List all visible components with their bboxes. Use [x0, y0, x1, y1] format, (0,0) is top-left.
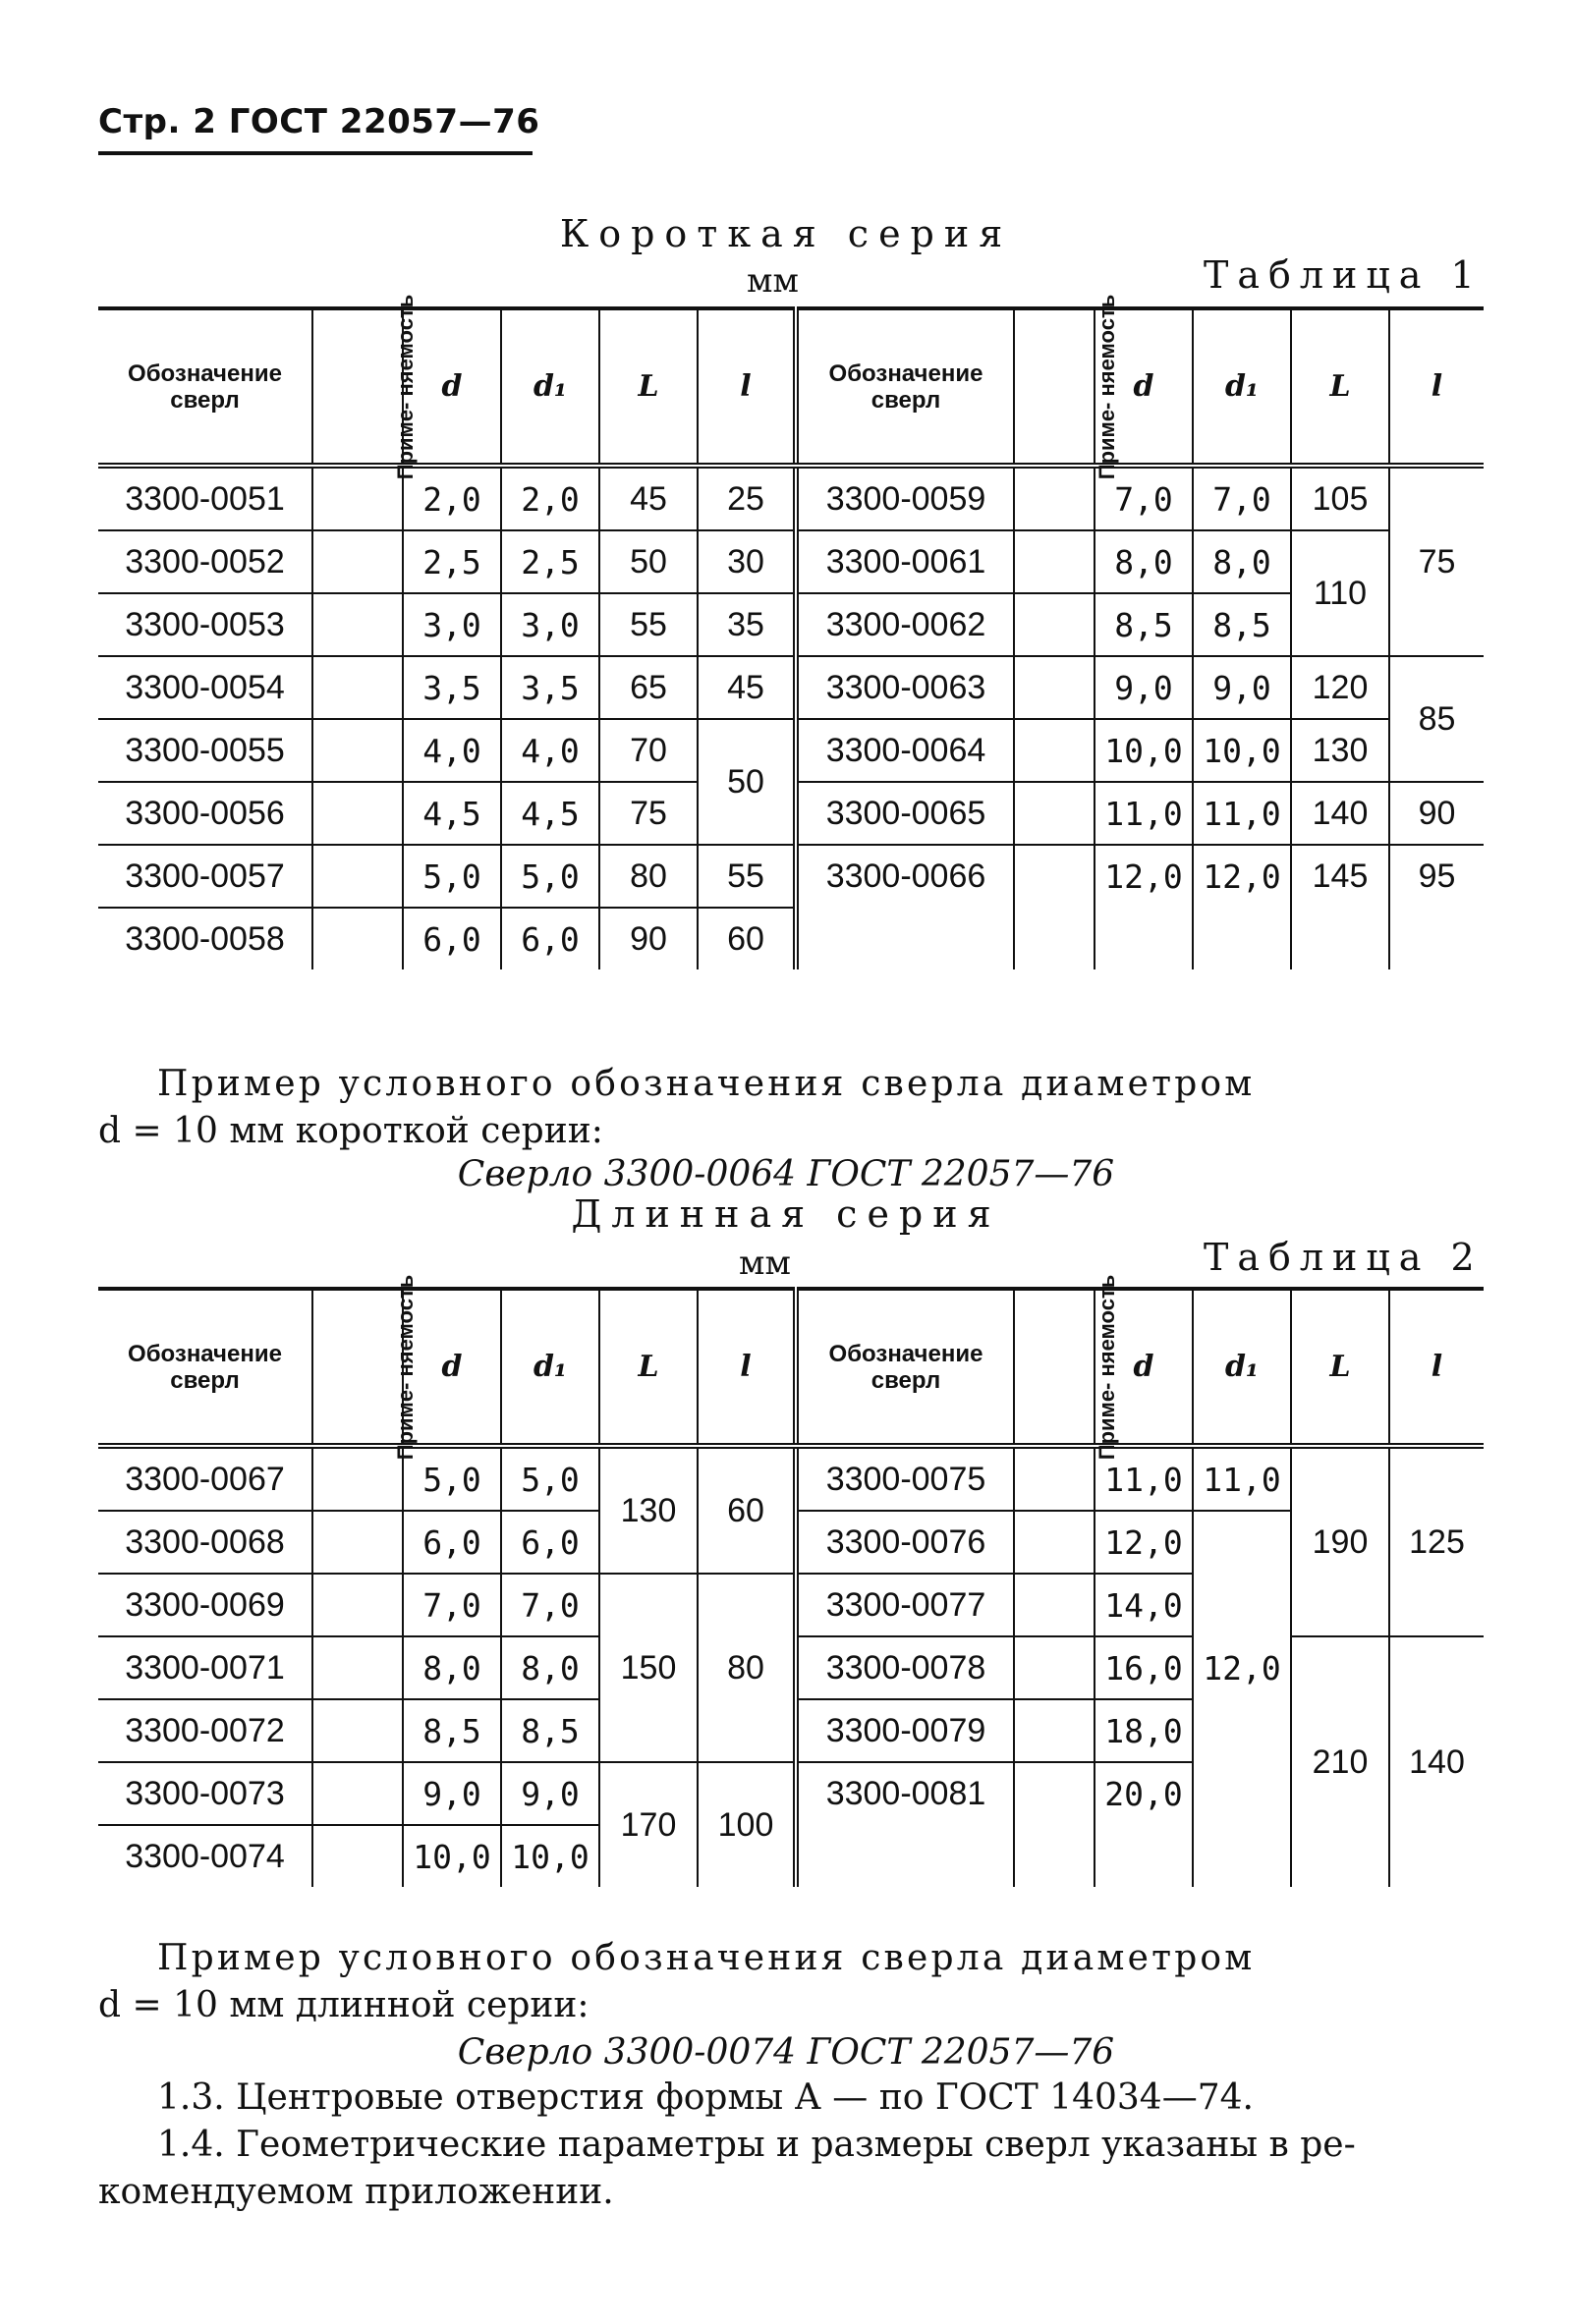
cell-d: 8,5: [1095, 593, 1193, 656]
header-L-right: L: [1291, 308, 1389, 466]
table1: [98, 294, 1484, 969]
cell-l: 50: [698, 719, 796, 845]
cell-d: 8,0: [1095, 530, 1193, 593]
header-d1-right: d₁: [1193, 308, 1291, 466]
cell-code: 3300-0069: [98, 1574, 312, 1636]
cell-empty: [796, 1825, 1014, 1887]
cell-applicability: [312, 1574, 403, 1636]
header-d1-right: d₁: [1193, 1289, 1291, 1446]
cell-l: 75: [1389, 466, 1484, 656]
cell-applicability: [312, 1699, 403, 1762]
cell-L: 120: [1291, 656, 1389, 719]
cell-code: 3300-0075: [796, 1446, 1014, 1511]
cell-code: 3300-0074: [125, 1837, 285, 1875]
cell-code: 3300-0052: [98, 530, 312, 593]
cell-applicability: [1014, 1762, 1095, 1825]
cell-d1: 7,0: [501, 1574, 599, 1636]
cell-L: 210: [1291, 1636, 1389, 1887]
cell-d: 6,0: [403, 1511, 501, 1574]
cell-code: 3300-0056: [98, 782, 312, 845]
cell-applicability: [1014, 782, 1095, 845]
table1-label: Таблица 1: [1204, 253, 1484, 297]
table-row: [98, 530, 1484, 593]
cell-d: 10,0: [1095, 719, 1193, 782]
cell-code: 3300-0078: [796, 1636, 1014, 1699]
cell-code: 3300-0077: [796, 1574, 1014, 1636]
cell-d: 9,0: [403, 1762, 501, 1825]
cell-code: 3300-0055: [98, 719, 312, 782]
cell-d1: 7,0: [1193, 466, 1291, 530]
cell-L: 130: [599, 1446, 698, 1574]
cell-d: 12,0: [1095, 845, 1193, 908]
header-d1: d₁: [501, 308, 599, 466]
cell-applicability: [312, 1762, 403, 1825]
header-rule: [98, 151, 533, 155]
cell-d: 4,0: [403, 719, 501, 782]
cell-applicability: [1014, 719, 1095, 782]
cell-empty: [1291, 908, 1389, 969]
cell-empty: [1193, 1825, 1291, 1887]
cell-l: 95: [1389, 845, 1484, 908]
cell-d: 12,0: [1095, 1511, 1193, 1574]
cell-d: 5,0: [403, 1446, 501, 1511]
cell-l: 80: [698, 1574, 796, 1762]
example2-line1: Пример условного обозначения сверла диаметром: [157, 1938, 1256, 1978]
header-designation: Обозначение сверл: [98, 1289, 312, 1446]
table-row: [98, 656, 1484, 719]
cell-L: 190: [1291, 1446, 1389, 1636]
cell-L: 170: [599, 1762, 698, 1887]
cell-empty: [1095, 1825, 1193, 1887]
cell-code: 3300-0061: [796, 530, 1014, 593]
cell-code: 3300-0072: [98, 1699, 312, 1762]
cell-d1: 3,5: [501, 656, 599, 719]
cell-applicability: [1014, 1511, 1095, 1574]
page-header: Стр. 2 ГОСТ 22057—76: [98, 102, 540, 141]
cell-l: 25: [698, 466, 796, 530]
cell-d1: 6,0: [501, 908, 599, 969]
cell-applicability: [312, 782, 403, 845]
cell-applicability: [312, 1825, 403, 1887]
cell-code: 3300-0067: [98, 1446, 312, 1511]
cell-d1: 8,0: [1193, 530, 1291, 593]
clause-1-3: 1.3. Центровые отверстия формы А — по ГОСТ 14034—74.: [157, 2077, 1254, 2118]
clause-1-4-line1: 1.4. Геометрические параметры и размеры сверл указаны в ре-: [157, 2125, 1356, 2165]
example2-designation: Сверло 3300-0074 ГОСТ 22057—76: [457, 2032, 1115, 2073]
cell-empty: [1389, 908, 1484, 969]
cell-d1: 10,0: [501, 1825, 599, 1887]
cell-applicability: [1014, 1636, 1095, 1699]
cell-d: 11,0: [1095, 782, 1193, 845]
cell-applicability: [312, 719, 403, 782]
cell-d1: 8,0: [501, 1636, 599, 1699]
cell-code: 3300-0054: [98, 656, 312, 719]
cell-code: 3300-0063: [796, 656, 1014, 719]
cell-empty: [1014, 1825, 1095, 1887]
cell-d: 10,0: [403, 1825, 501, 1887]
cell-d1: 4,5: [501, 782, 599, 845]
cell-d1: 5,0: [501, 845, 599, 908]
cell-l: 60: [698, 908, 796, 969]
example1-line2: d = 10 мм короткой серии:: [98, 1111, 603, 1151]
table-row: [98, 466, 1484, 530]
cell-d: 2,0: [403, 466, 501, 530]
cell-L: 145: [1291, 845, 1389, 908]
cell-empty: [1014, 908, 1095, 969]
cell-d1: 8,5: [1193, 593, 1291, 656]
example1-line1: Пример условного обозначения сверла диаметром: [157, 1064, 1256, 1104]
table-row: [98, 908, 1484, 969]
cell-d: 6,0: [403, 908, 501, 969]
header-l: l: [698, 1289, 796, 1446]
cell-code: 3300-0066: [796, 845, 1014, 908]
cell-L: 45: [599, 466, 698, 530]
header-applicability-right: Приме- няемость: [1014, 308, 1095, 466]
table-row: [98, 719, 1484, 782]
cell-L: 75: [599, 782, 698, 845]
cell-applicability: [312, 1446, 403, 1511]
cell-applicability: [312, 656, 403, 719]
header-d1: d₁: [501, 1289, 599, 1446]
cell-applicability: [312, 845, 403, 908]
header-designation: Обозначение сверл: [98, 308, 312, 466]
header-d-right: d: [1095, 1289, 1193, 1446]
table2-header-row: [98, 1289, 1484, 1446]
cell-d: 11,0: [1095, 1446, 1193, 1511]
cell-L: 80: [599, 845, 698, 908]
cell-d1: 3,0: [501, 593, 599, 656]
cell-L: 130: [1291, 719, 1389, 782]
cell-applicability: [1014, 845, 1095, 908]
header-applicability: Приме- няемость: [312, 1289, 403, 1446]
cell-code: 3300-0073: [98, 1762, 312, 1825]
cell-empty: [796, 908, 1014, 969]
cell-code: 3300-0068: [98, 1511, 312, 1574]
cell-l: 90: [1389, 782, 1484, 845]
cell-L: 110: [1291, 530, 1389, 656]
header-d: d: [403, 308, 501, 466]
cell-L: 140: [1291, 782, 1389, 845]
cell-l: 60: [698, 1446, 796, 1574]
cell-l: 55: [698, 845, 796, 908]
cell-d1: 4,0: [501, 719, 599, 782]
cell-l: 125: [1389, 1446, 1484, 1636]
cell-l: 30: [698, 530, 796, 593]
cell-d: 4,5: [403, 782, 501, 845]
cell-d1: 11,0: [1193, 782, 1291, 845]
cell-code: 3300-0053: [98, 593, 312, 656]
cell-applicability: [312, 466, 403, 530]
cell-l: 45: [698, 656, 796, 719]
cell-d1: 9,0: [1193, 656, 1291, 719]
table-row: [98, 845, 1484, 908]
cell-d: 16,0: [1095, 1636, 1193, 1699]
cell-code: 3300-0057: [98, 845, 312, 908]
table2: [98, 1274, 1484, 1887]
table1-header-row: [98, 308, 1484, 466]
cell-L: 90: [599, 908, 698, 969]
cell-l: 35: [698, 593, 796, 656]
table1-series-title: Короткая серия: [559, 212, 1013, 255]
table-row: [98, 593, 1484, 656]
cell-d: 2,5: [403, 530, 501, 593]
cell-d: 7,0: [403, 1574, 501, 1636]
cell-d1: 10,0: [1193, 719, 1291, 782]
header-applicability: Приме- няемость: [312, 308, 403, 466]
cell-d: 5,0: [403, 845, 501, 908]
table-row: [98, 1446, 1484, 1511]
cell-L: 105: [1291, 466, 1389, 530]
example1-designation: Сверло 3300-0064 ГОСТ 22057—76: [457, 1154, 1115, 1194]
cell-d1: 11,0: [1193, 1446, 1291, 1511]
header-applicability-right: Приме- няемость: [1014, 1289, 1095, 1446]
cell-code: 3300-0059: [796, 466, 1014, 530]
cell-applicability: [1014, 466, 1095, 530]
header-L: L: [599, 308, 698, 466]
cell-L: 50: [599, 530, 698, 593]
table2-series-title: Длинная серия: [571, 1192, 1001, 1236]
cell-d1: 6,0: [501, 1511, 599, 1574]
header-l-right: l: [1389, 1289, 1484, 1446]
cell-L: 70: [599, 719, 698, 782]
table2-units: мм: [739, 1244, 791, 1283]
cell-d1: 12,0: [1193, 1511, 1291, 1825]
header-l-right: l: [1389, 308, 1484, 466]
cell-d1: 9,0: [501, 1762, 599, 1825]
cell-applicability: [1014, 1699, 1095, 1762]
cell-l: 85: [1389, 656, 1484, 782]
table2-label: Таблица 2: [1204, 1236, 1484, 1279]
header-d: d: [403, 1289, 501, 1446]
header-designation-right: Обозначение сверл: [796, 1289, 1014, 1446]
cell-code: 3300-0062: [796, 593, 1014, 656]
cell-l: 140: [1389, 1636, 1484, 1887]
cell-d: 3,5: [403, 656, 501, 719]
cell-applicability: [1014, 1574, 1095, 1636]
header-d-right: d: [1095, 308, 1193, 466]
cell-d: 7,0: [1095, 466, 1193, 530]
cell-code: 3300-0065: [796, 782, 1014, 845]
cell-empty: [1193, 908, 1291, 969]
cell-code: 3300-0064: [796, 719, 1014, 782]
table1-units: мм: [747, 261, 799, 301]
cell-d: 14,0: [1095, 1574, 1193, 1636]
cell-applicability: [312, 593, 403, 656]
header-L-right: L: [1291, 1289, 1389, 1446]
cell-applicability: [1014, 656, 1095, 719]
cell-d: 20,0: [1095, 1762, 1193, 1825]
cell-L: 65: [599, 656, 698, 719]
cell-empty: [1095, 908, 1193, 969]
cell-applicability: [1014, 593, 1095, 656]
cell-applicability: [312, 530, 403, 593]
cell-d: 8,5: [403, 1699, 501, 1762]
cell-d: 8,0: [403, 1636, 501, 1699]
cell-code: 3300-0051: [98, 466, 312, 530]
cell-d1: 2,0: [501, 466, 599, 530]
cell-l: 100: [698, 1762, 796, 1887]
cell-code: 3300-0058: [125, 919, 285, 958]
header-designation-right: Обозначение сверл: [796, 308, 1014, 466]
cell-code: 3300-0071: [98, 1636, 312, 1699]
cell-applicability: [1014, 1446, 1095, 1511]
cell-L: 150: [599, 1574, 698, 1762]
cell-applicability: [312, 1636, 403, 1699]
cell-applicability: [1014, 530, 1095, 593]
header-l: l: [698, 308, 796, 466]
clause-1-4-line2: комендуемом приложении.: [98, 2172, 614, 2212]
cell-d1: 2,5: [501, 530, 599, 593]
cell-d: 9,0: [1095, 656, 1193, 719]
cell-applicability: [312, 908, 403, 969]
cell-d1: 5,0: [501, 1446, 599, 1511]
cell-d1: 8,5: [501, 1699, 599, 1762]
cell-L: 55: [599, 593, 698, 656]
cell-code: 3300-0076: [796, 1511, 1014, 1574]
cell-applicability: [312, 1511, 403, 1574]
header-L: L: [599, 1289, 698, 1446]
cell-code: 3300-0081: [796, 1762, 1014, 1825]
cell-d: 18,0: [1095, 1699, 1193, 1762]
cell-d: 3,0: [403, 593, 501, 656]
example2-line2: d = 10 мм длинной серии:: [98, 1985, 590, 2025]
cell-code: 3300-0079: [796, 1699, 1014, 1762]
cell-d1: 12,0: [1193, 845, 1291, 908]
